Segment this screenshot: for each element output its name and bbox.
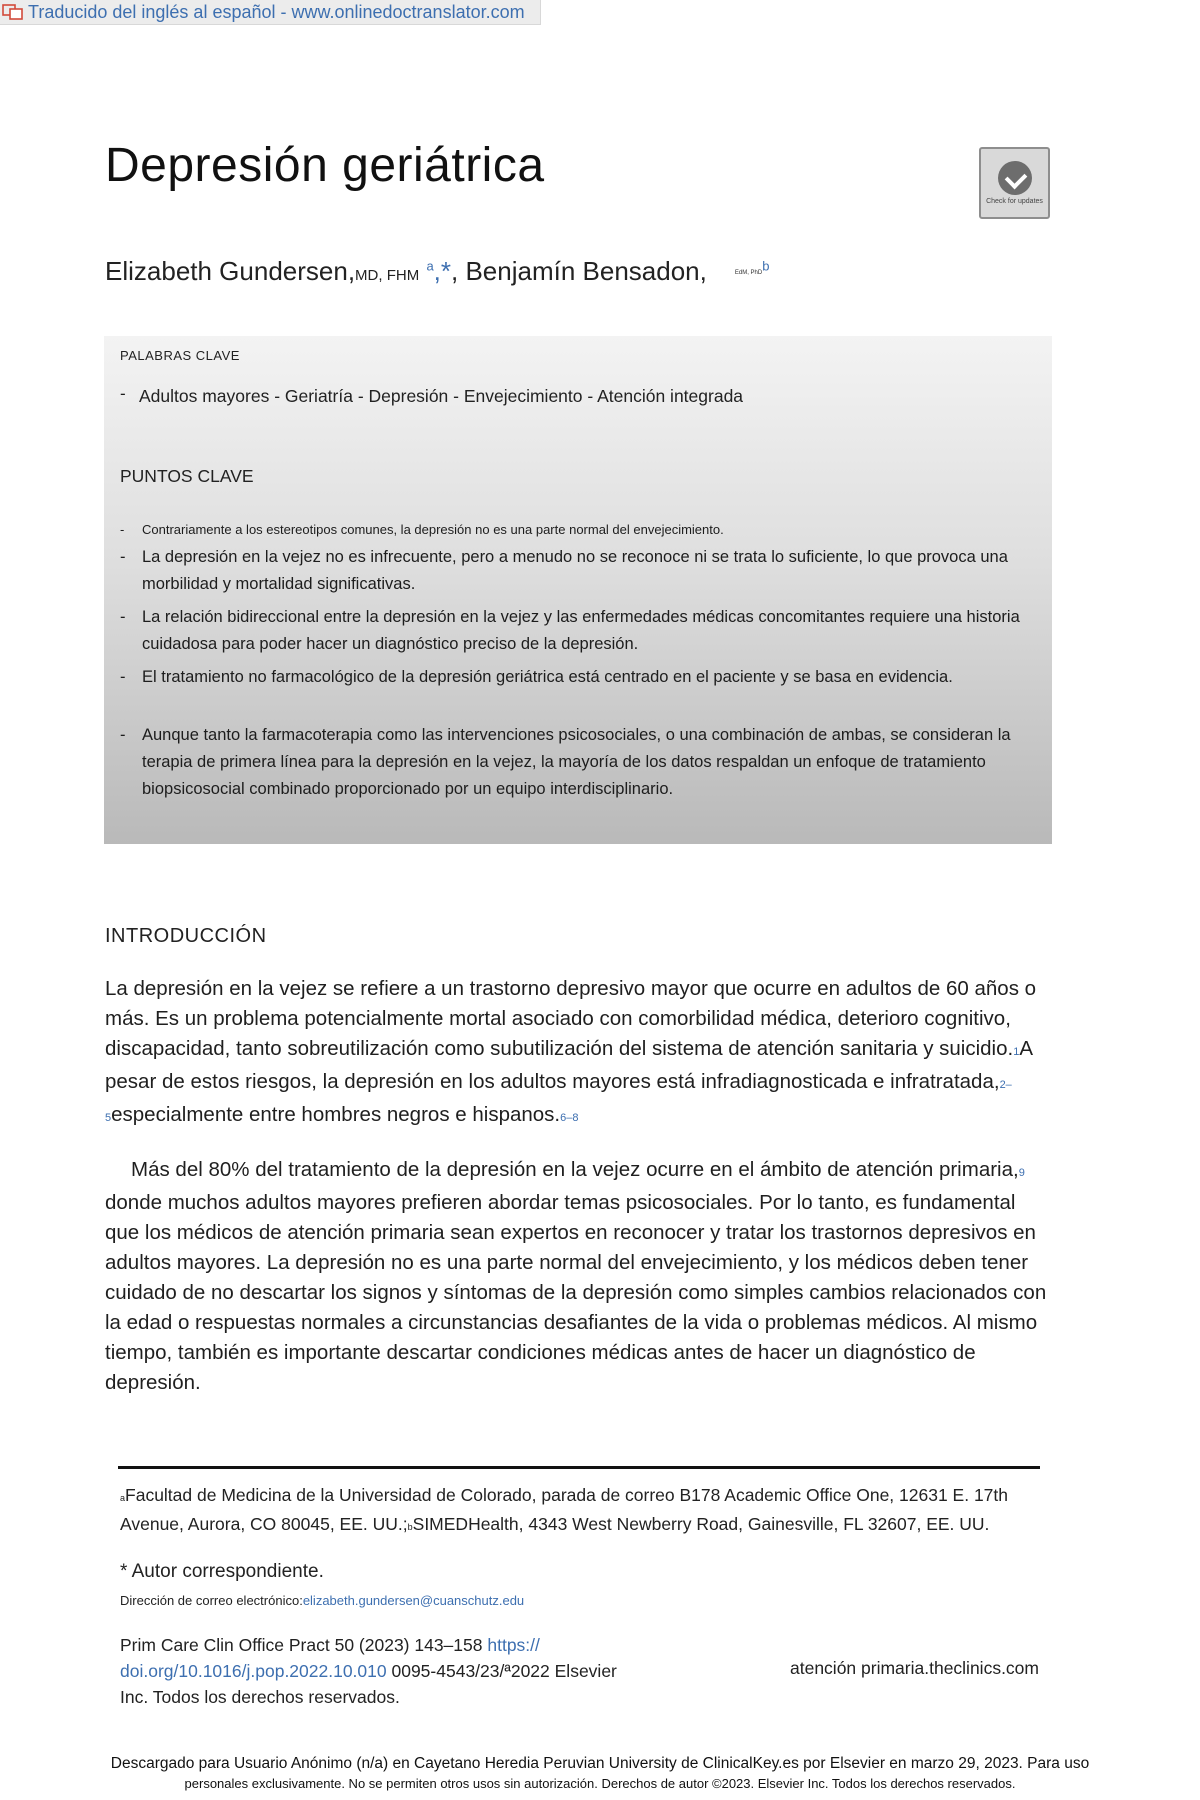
- author-2-name: , Benjamín Bensadon,: [451, 256, 707, 286]
- intro-p2-text-a: Más del 80% del tratamiento de la depresión en la vejez ocurre en el ámbito de atención primaria,: [131, 1158, 1019, 1181]
- corresponding-author-note: * Autor correspondiente.: [120, 1561, 324, 1582]
- affiliation-a-mark: a: [120, 1493, 126, 1503]
- download-notice-line-1: Descargado para Usuario Anónimo (n/a) en Cayetano Heredia Peruvian University de ClinicalKey.es por Elsevier en marzo 29, 2023. Para uso: [110, 1755, 1090, 1772]
- journal-site: atención primaria.theclinics.com: [790, 1658, 1039, 1678]
- intro-p2-text-b: donde muchos adultos mayores prefieren abordar temas psicosociales. Por lo tanto, es fundamental que los médicos de atención primaria sean expertos en reconocer y tratar los trastornos depresivos en adultos mayores. La depresión no es una parte normal del envejecimiento, y los médicos deben tener cuidado de no descartar los signos y síntomas de la depresión como simples cambios relacionados con la edad o respuestas normales a circunstancias desafiantes de la vida o problemas médicos. Al mismo tiempo, también es importante descartar condiciones médicas antes de hacer un diagnóstico de depresión.: [105, 1191, 1047, 1394]
- footnote-divider: [118, 1466, 1040, 1469]
- citation: [120, 1632, 640, 1710]
- check-for-updates-badge[interactable]: [979, 147, 1050, 219]
- keywords-dash: -: [120, 384, 126, 403]
- article-title: Depresión geriátrica: [105, 139, 545, 192]
- keywords-label: PALABRAS CLAVE: [120, 348, 240, 363]
- reference-link-9[interactable]: 9: [1018, 1167, 1025, 1179]
- translate-icon: [2, 3, 24, 21]
- reference-link-3[interactable]: 6–8: [560, 1112, 579, 1124]
- reference-link-1[interactable]: 1: [1013, 1046, 1020, 1058]
- intro-p1-text-a: La depresión en la vejez se refiere a un trastorno depresivo mayor que ocurre en adultos de 60 años o más. Es un problema potencialmente mortal asociado con comorbilidad médica, deterioro cognitivo, discapacidad, tanto sobreutilización como subutilización del sistema de atención sanitaria y suicidio.: [105, 977, 1037, 1060]
- citation-copyright: 0095-4543/23/ª2022 Elsevier Inc. Todos los derechos reservados.: [120, 1661, 617, 1707]
- affiliation-b-mark: b: [407, 1522, 413, 1532]
- intro-p1-text-b: A pesar de estos riesgos, la depresión en los adultos mayores está infradiagnosticada e infratratada,: [105, 1037, 1032, 1093]
- key-point-item: - Aunque tanto la farmacoterapia como las intervenciones psicosociales, o una combinación de ambas, se consideran la terapia de primera línea para la depresión en la vejez, la mayoría de los datos respaldan un enfoque de tratamiento biopsicosocial combinado proporcionado por un equipo interdisciplinario.: [120, 722, 1042, 803]
- check-icon: [998, 161, 1032, 195]
- email-line: [120, 1593, 1040, 1608]
- email-label: Dirección de correo electrónico:: [120, 1593, 303, 1608]
- author-1-affiliation-link[interactable]: a: [426, 258, 434, 274]
- citation-journal: Prim Care Clin Office Pract 50 (2023) 143–158: [120, 1635, 488, 1655]
- intro-p1-text-c: especialmente entre hombres negros e hispanos.: [111, 1103, 561, 1126]
- banner-text: Traducido del inglés al español - www.onlinedoctranslator.com: [28, 1, 525, 22]
- translator-banner[interactable]: [0, 0, 541, 25]
- key-point-item: - El tratamiento no farmacológico de la depresión geriátrica está centrado en el paciente y se basa en evidencia.: [120, 664, 1042, 691]
- author-1-credentials: MD, FHM: [355, 267, 420, 284]
- affiliation-b: SIMEDHealth, 4343 West Newberry Road, Gainesville, FL 32607, EE. UU.: [412, 1514, 990, 1534]
- affiliation-a: Facultad de Medicina de la Universidad de Colorado, parada de correo B178 Academic Office One, 12631 E. 17th Avenue, Aurora, CO 80045, EE. UU.;: [120, 1485, 1009, 1534]
- key-point-item: - Contrariamente a los estereotipos comunes, la depresión no es una parte normal del envejecimiento.: [120, 516, 1042, 543]
- download-notice: [30, 1754, 1170, 1794]
- introduction-heading: INTRODUCCIÓN: [105, 925, 267, 947]
- download-notice-line-2: personales exclusivamente. No se permiten otros usos sin autorización. Derechos de autor ©2023. Elsevier Inc. Todos los derechos reservados.: [184, 1776, 1016, 1791]
- author-2-affiliation-link[interactable]: b: [762, 258, 770, 274]
- keywords-text: Adultos mayores - Geriatría - Depresión - Envejecimiento - Atención integrada: [139, 386, 744, 406]
- key-point-item: - La relación bidireccional entre la depresión en la vejez y las enfermedades médicas concomitantes requiere una historia cuidadosa para poder hacer un diagnóstico preciso de la depresión.: [120, 604, 1042, 658]
- key-points-label: PUNTOS CLAVE: [120, 466, 254, 486]
- corresponding-author-link[interactable]: ,*: [433, 256, 452, 286]
- intro-paragraph-2: [105, 1155, 1055, 1398]
- affiliations: [120, 1482, 1040, 1540]
- badge-text: Check for updates: [986, 197, 1043, 205]
- key-point-item: - La depresión en la vejez no es infrecuente, pero a menudo no se reconoce ni se trata lo suficiente, lo que provoca una morbilidad y mortalidad significativas.: [120, 544, 1042, 598]
- email-link[interactable]: elizabeth.gundersen@cuanschutz.edu: [302, 1593, 525, 1608]
- doi-link[interactable]: https:// doi.org/10.1016/j.pop.2022.10.010: [120, 1635, 540, 1681]
- author-2-credentials: EdM, PhD: [734, 270, 763, 277]
- author-line: [105, 256, 769, 287]
- author-1-name: Elizabeth Gundersen,: [105, 256, 356, 286]
- reference-link-2[interactable]: 2–5: [105, 1079, 1012, 1124]
- intro-paragraph-1: [105, 974, 1055, 1133]
